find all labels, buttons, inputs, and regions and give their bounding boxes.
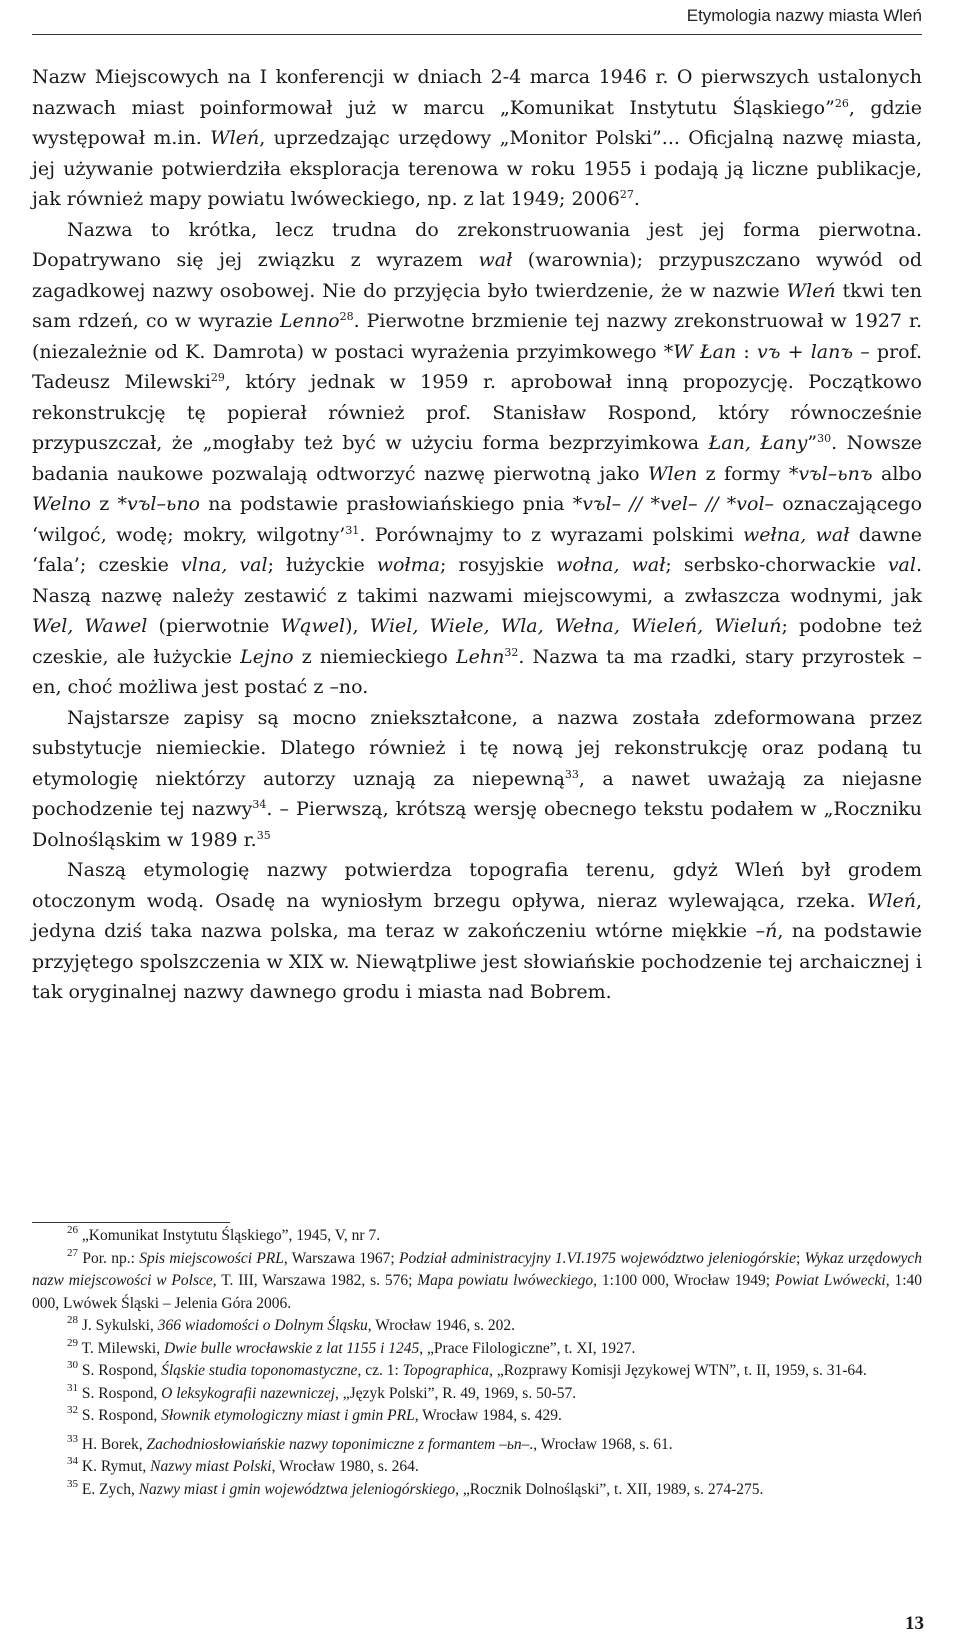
italic-text: Wleń bbox=[866, 889, 916, 912]
text-run: ; podobne też czeskie, ale łużyckie bbox=[32, 615, 923, 668]
italic-text: Śląskie studia toponomastyczne bbox=[161, 1362, 358, 1379]
italic-text: wełna, wał bbox=[743, 523, 850, 546]
text-run: , który jednak w 1959 r. aprobował inną propozycję. Początkowo rekonstrukcję tę popierał również prof. Stanisław Rospond, który równocześnie przypuszczał, że „mogłaby też być w użyciu forma bezprzyimkowa bbox=[32, 371, 922, 454]
text-run: tkwi ten sam rdzeń, co w wyrazie bbox=[32, 279, 922, 332]
footnote bbox=[32, 1338, 922, 1361]
text-run: , „Prace Filologiczne”, t. XI, 1927. bbox=[419, 1339, 636, 1357]
footnote bbox=[32, 1479, 922, 1502]
paragraph-2 bbox=[32, 215, 922, 703]
text-run: ), bbox=[345, 615, 370, 637]
footnote bbox=[32, 1434, 922, 1457]
text-run: J. Sykulski, bbox=[81, 1317, 158, 1334]
text-run: , „Język Polski”, R. 49, 1969, s. 50-57. bbox=[335, 1384, 577, 1402]
italic-text: 366 wiadomości o Dolnym Śląsku bbox=[157, 1317, 368, 1334]
text-run: oznaczającego ‘wilgoć, wodę; mokry, wilgotny’ bbox=[32, 493, 923, 546]
running-header: Etymologia nazwy miasta Wleń bbox=[686, 6, 922, 25]
paragraph-3 bbox=[32, 703, 922, 856]
text-run: ; rosyjskie bbox=[440, 554, 557, 576]
text-run: . Nowsze badania naukowe pozwalają odtworzyć nazwę pierwotną jako bbox=[32, 432, 922, 485]
text-run: Nazwa to krótka, lecz trudna do zrekonstruowania jest jej forma pierwotna. Dopatrywano się jej związku z wyrazem bbox=[32, 218, 922, 271]
footnote-number: 27 bbox=[67, 1246, 78, 1259]
italic-text: Powiat Lwówecki bbox=[774, 1272, 886, 1289]
italic-text: Wykaz urzędowych nazw miejscowości w Polsce bbox=[32, 1249, 923, 1289]
footnote bbox=[32, 1383, 922, 1406]
italic-text: Wiel, Wiele, Wla, Wełna, Wieleń, Wieluń bbox=[369, 615, 782, 637]
text-run: ., Wrocław 1968, s. 61. bbox=[529, 1435, 673, 1453]
text-run: , Wrocław 1946, s. 202. bbox=[367, 1317, 515, 1334]
text-run: . Pierwotne brzmienie tej nazwy zrekonstruował w 1927 r. (niezależnie od K. Damrota) w postaci wyrażenia przyimkowego bbox=[32, 310, 922, 363]
italic-text: Wel, Wawel bbox=[32, 615, 148, 637]
text-run: z formy bbox=[697, 462, 789, 485]
italic-text: *W Łan bbox=[663, 340, 737, 363]
text-run: T. Milewski, bbox=[81, 1339, 164, 1357]
italic-text: Wleń bbox=[210, 127, 260, 149]
footnote-ref: 31 bbox=[345, 523, 360, 537]
text-run: . Porównajmy to z wyrazami polskimi bbox=[359, 523, 744, 546]
italic-text: Zachodniosłowiańskie nazwy toponimiczne z formantem –ьn– bbox=[146, 1435, 530, 1453]
italic-text: val bbox=[887, 554, 916, 576]
text-run: , na podstawie przyjętego spolszczenia w XIX w. Niewątpliwe jest słowiańskie pochodzenie tej archaicznej i tak oryginalnej nazwy dawnego grodu i miasta nad Bobrem. bbox=[32, 920, 922, 1003]
footnote-ref: 29 bbox=[210, 371, 225, 384]
footnote-ref: 30 bbox=[817, 432, 832, 445]
footnote-rule bbox=[32, 1222, 230, 1223]
text-run: ” bbox=[807, 432, 818, 454]
footnote-number: 35 bbox=[67, 1477, 78, 1490]
italic-text: vъ + lanъ bbox=[757, 340, 854, 363]
footnote-number: 29 bbox=[67, 1336, 78, 1349]
italic-text: Lejno bbox=[240, 645, 294, 668]
text-run: z niemieckiego bbox=[293, 645, 456, 668]
text-run: . bbox=[633, 188, 640, 210]
text-run: Nazw Miejscowych na I konferencji w dniach 2-4 marca 1946 r. O pierwszych ustalonych nazwach miast poinformował już w marcu „Komunikat Instytutu Śląskiego” bbox=[32, 66, 922, 119]
text-run: , Wrocław 1984, s. 429. bbox=[414, 1407, 562, 1424]
footnote-number: 32 bbox=[67, 1404, 78, 1416]
paragraph-1 bbox=[32, 62, 922, 215]
italic-text: Mapa powiatu lwóweckiego bbox=[417, 1272, 594, 1289]
italic-text: Lehn bbox=[455, 645, 505, 668]
text-run: ; serbsko-chorwackie bbox=[665, 554, 888, 576]
italic-text: wołna, wał bbox=[556, 554, 666, 576]
footnote bbox=[32, 1360, 922, 1383]
italic-text: *vъl–ьno bbox=[117, 493, 200, 515]
text-run: , cz. 1: bbox=[357, 1362, 403, 1379]
italic-text: –ń bbox=[755, 920, 778, 942]
text-run: ; bbox=[796, 1249, 805, 1267]
italic-text: Welno bbox=[32, 493, 91, 515]
text-run: „Komunikat Instytutu Śląskiego”, 1945, V, nr 7. bbox=[81, 1227, 381, 1244]
text-run: Najstarsze zapisy są mocno zniekształcone, a nazwa została zdeformowana przez substytucje niemieckie. Dlatego również i tę nową jej rekonstrukcję oraz podaną tu etymologię niektórzy autorzy uznają za niepewną bbox=[32, 706, 922, 790]
text-run: E. Zych, bbox=[81, 1480, 139, 1498]
italic-text: Słownik etymologiczny miast i gmin PRL bbox=[161, 1407, 415, 1424]
italic-text: vlna, val bbox=[180, 554, 268, 576]
text-run: S. Rospond, bbox=[81, 1384, 162, 1402]
text-run: S. Rospond, bbox=[81, 1362, 162, 1379]
footnote-ref: 35 bbox=[256, 828, 271, 842]
footnote-number: 30 bbox=[67, 1359, 78, 1371]
text-run: , 1:40 000, Lwówek Śląski – Jelenia Góra 2006. bbox=[32, 1272, 923, 1312]
header-rule bbox=[32, 34, 922, 35]
text-run: K. Rymut, bbox=[81, 1458, 151, 1475]
text-run: . – Pierwszą, krótszą wersję obecnego tekstu podałem w „Roczniku Dolnośląskim w 1989 r. bbox=[32, 798, 922, 851]
text-run: na podstawie prasłowiańskiego pnia bbox=[200, 493, 573, 515]
text-run: , „Rozprawy Komisji Językowej WTN”, t. II, 1959, s. 31-64. bbox=[489, 1362, 867, 1379]
footnotes bbox=[32, 1225, 922, 1501]
footnote-number: 26 bbox=[67, 1224, 78, 1236]
text-run: , Warszawa 1967; bbox=[283, 1249, 400, 1267]
text-run: , uprzedzając urzędowy „Monitor Polski”... Oficjalną nazwę miasta, jej używanie potwierdziła eksploracja terenowa w roku 1955 i podają ją liczne publikacje, jak również mapy powiatu lwóweckiego, np. z lat 1949; 2006 bbox=[32, 127, 922, 210]
footnote bbox=[32, 1248, 922, 1316]
footnote-ref: 32 bbox=[504, 645, 519, 659]
italic-text: Wąwel bbox=[280, 615, 346, 637]
italic-text: Wlen bbox=[648, 462, 698, 485]
page-number: 13 bbox=[905, 1613, 924, 1634]
text-run: : bbox=[736, 340, 758, 363]
italic-text: Spis miejscowości PRL bbox=[139, 1249, 284, 1267]
footnote bbox=[32, 1315, 922, 1338]
italic-text: Wleń bbox=[786, 279, 836, 302]
italic-text: Podział administracyjny 1.VI.1975 województwo jeleniogórskie bbox=[399, 1249, 796, 1267]
footnote bbox=[32, 1405, 922, 1428]
text-run: (pierwotnie bbox=[147, 615, 281, 637]
italic-text: O leksykografii nazewniczej bbox=[161, 1384, 336, 1402]
footnote-number: 31 bbox=[67, 1381, 78, 1394]
text-run: , jedyna dziś taka nazwa polska, ma teraz w zakończeniu wtórne miękkie bbox=[32, 889, 922, 942]
text-run: . Naszą nazwę należy zestawić z takimi nazwami miejscowymi, a zwłaszcza wodnymi, jak bbox=[32, 554, 922, 607]
italic-text: Topographica bbox=[402, 1362, 490, 1379]
italic-text: *vъl– // *vel– // *vol– bbox=[572, 493, 775, 515]
italic-text: wał bbox=[478, 249, 513, 271]
footnote-number: 33 bbox=[67, 1432, 78, 1445]
footnote bbox=[32, 1225, 922, 1248]
footnote-number: 28 bbox=[67, 1314, 78, 1326]
footnote-ref: 27 bbox=[619, 188, 634, 201]
text-run: , a nawet uważają za niejasne pochodzenie tej nazwy bbox=[32, 767, 922, 820]
italic-text: wołma bbox=[376, 554, 440, 576]
footnote-ref: 33 bbox=[564, 767, 579, 781]
footnote bbox=[32, 1456, 922, 1479]
text-run: dawne ‘fala’; czeskie bbox=[32, 523, 923, 576]
main-text bbox=[32, 62, 922, 1008]
text-run: Por. np.: bbox=[82, 1249, 140, 1267]
text-run: ; łużyckie bbox=[267, 554, 377, 576]
footnote-ref: 26 bbox=[834, 96, 849, 110]
text-run: albo bbox=[872, 462, 922, 485]
paragraph-4 bbox=[32, 855, 922, 1008]
footnote-ref: 34 bbox=[252, 798, 267, 811]
text-run: , Wrocław 1980, s. 264. bbox=[271, 1458, 419, 1475]
italic-text: Nazwy miast i gmin województwa jeleniogórskiego bbox=[138, 1480, 456, 1498]
text-run: z bbox=[90, 493, 118, 515]
text-run: , 1:100 000, Wrocław 1949; bbox=[593, 1272, 775, 1289]
text-run: , gdzie występował m.in. bbox=[32, 96, 922, 149]
text-run: , T. III, Warszawa 1982, s. 576; bbox=[212, 1272, 418, 1289]
text-run: , „Rocznik Dolnośląski”, t. XII, 1989, s. 274-275. bbox=[455, 1480, 764, 1498]
footnote-number: 34 bbox=[67, 1455, 78, 1467]
italic-text: Łan, Łany bbox=[708, 432, 808, 454]
text-run: H. Borek, bbox=[81, 1435, 147, 1453]
text-run: S. Rospond, bbox=[81, 1407, 162, 1424]
italic-text: Nazwy miast Polski bbox=[150, 1458, 272, 1475]
text-run: . Nazwa ta ma rzadki, stary przyrostek –en, choć możliwa jest postać z –no. bbox=[32, 645, 923, 698]
italic-text: *vъl–ьnъ bbox=[788, 462, 873, 485]
text-run: – prof. Tadeusz Milewski bbox=[32, 340, 922, 393]
italic-text: Dwie bulle wrocławskie z lat 1155 i 1245 bbox=[163, 1339, 420, 1357]
text-run: (warownia); przypuszczano wywód od zagadkowej nazwy osobowej. Nie do przyjęcia było twierdzenie, że w nazwie bbox=[32, 249, 923, 302]
footnote-ref: 28 bbox=[339, 310, 354, 323]
italic-text: Lenno bbox=[279, 310, 340, 332]
text-run: Naszą etymologię nazwy potwierdza topografia terenu, gdyż Wleń był grodem otoczonym wodą. Osadę na wyniosłym brzegu opływa, nieraz wylewająca, rzeka. bbox=[32, 859, 922, 912]
